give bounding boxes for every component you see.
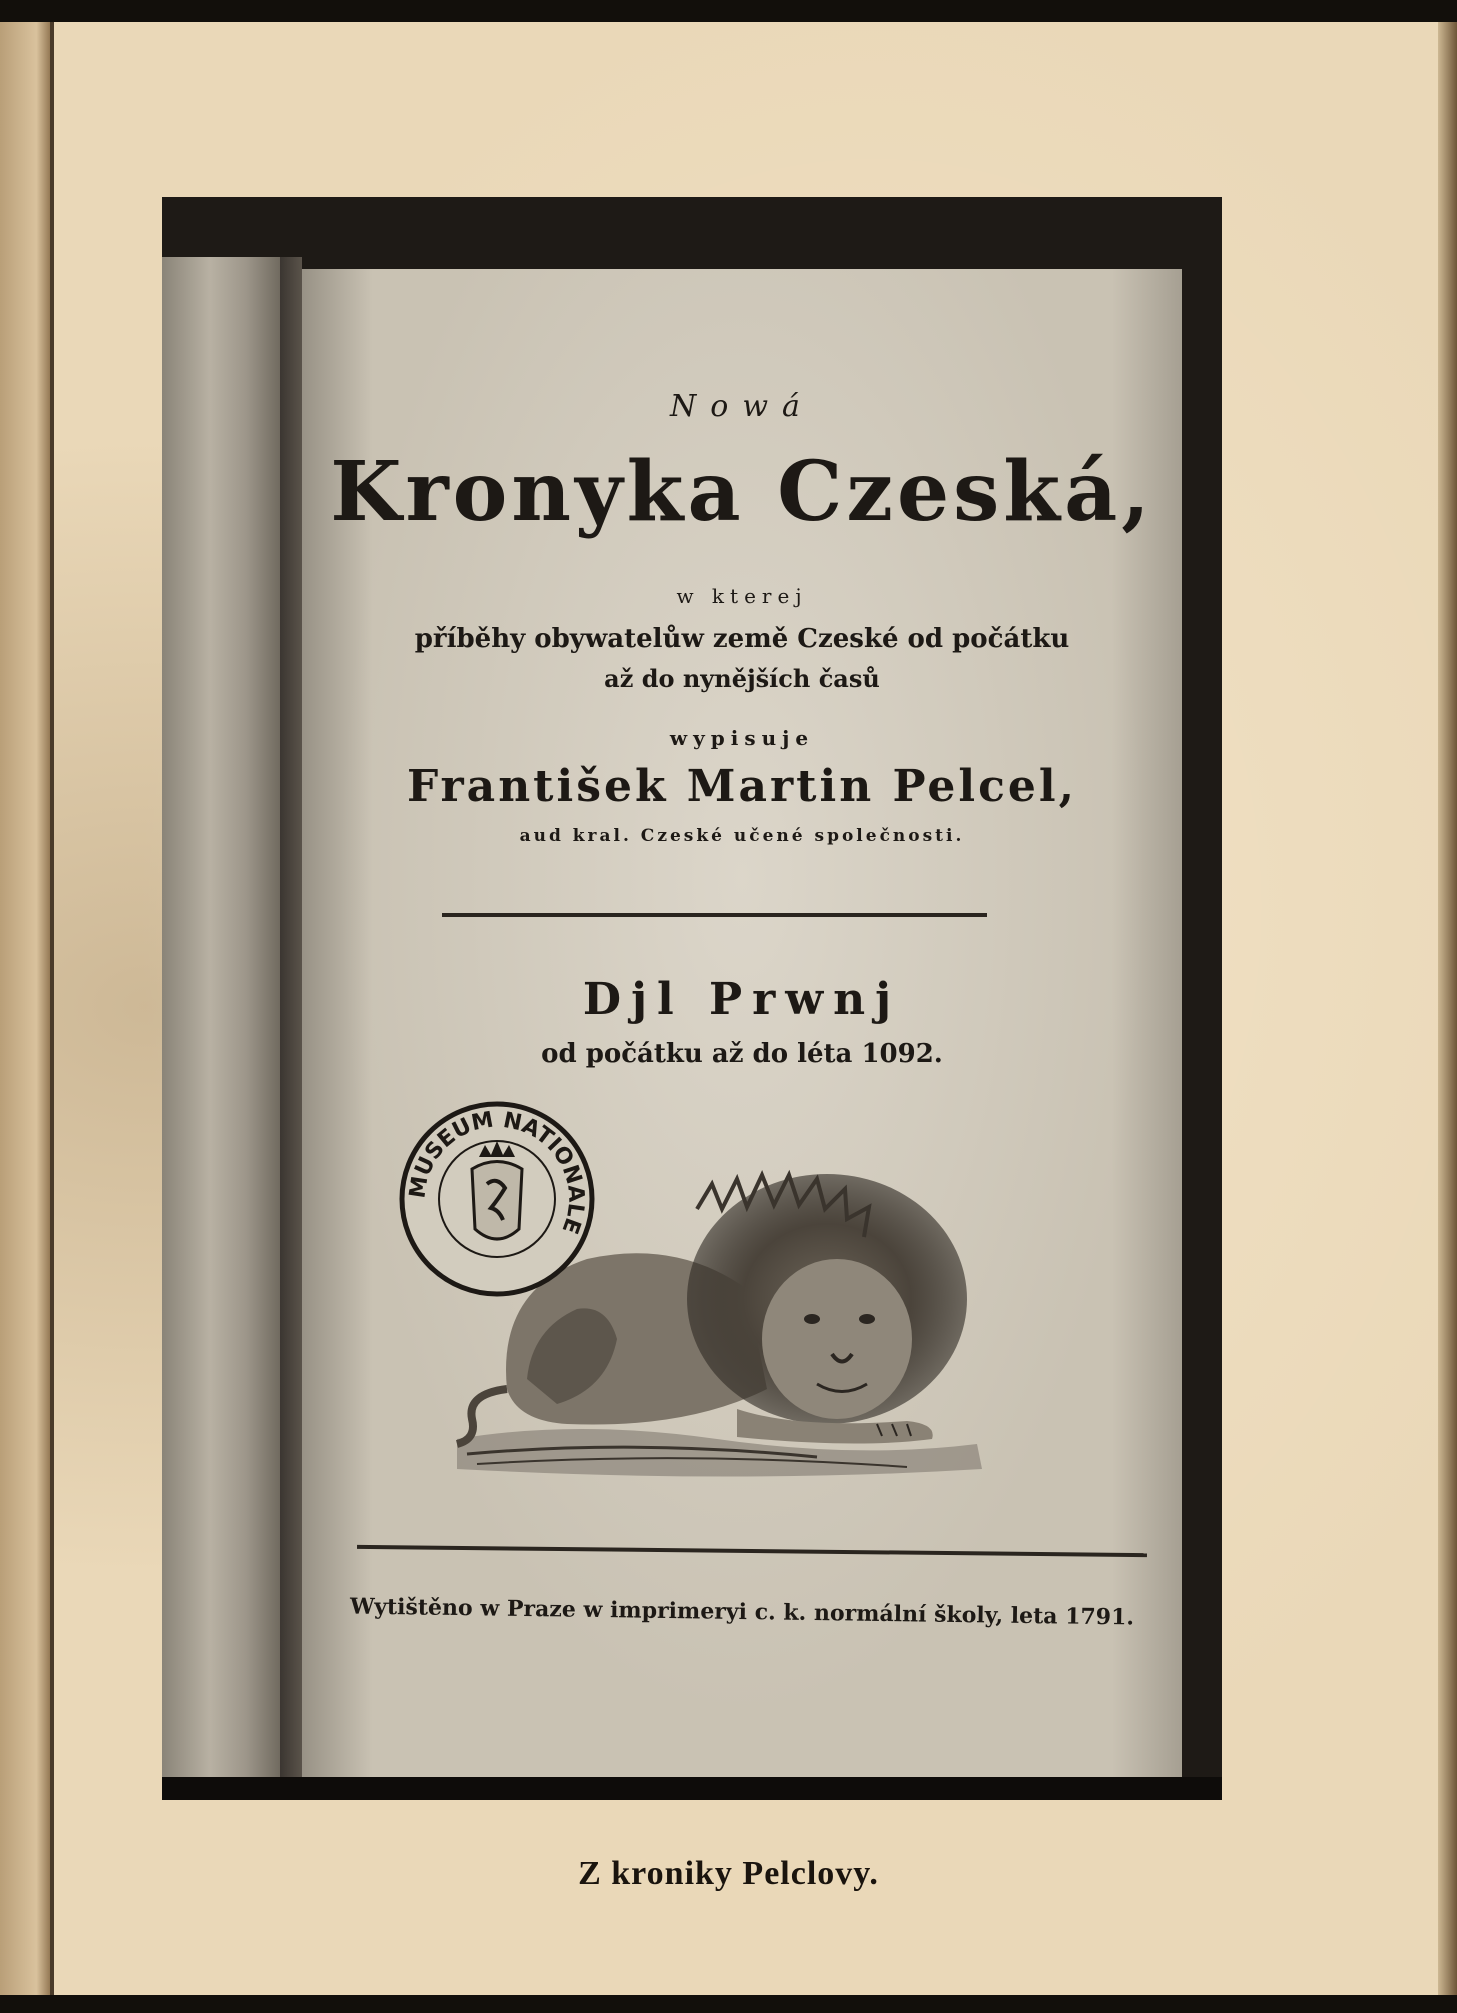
book-spine	[162, 257, 282, 1800]
spine-fold	[280, 257, 302, 1800]
binding-gutter	[50, 22, 54, 1995]
figure-caption: Z kroniky Pelclovy.	[578, 1855, 879, 1892]
volume-label: Djl Prwnj	[582, 974, 902, 1025]
right-page-edge	[1438, 22, 1457, 1995]
printer-imprint: Wytištěno w Praze w imprimeryi c. k. normální školy, leta 1791.	[349, 1593, 1135, 1631]
stamp-text: MUSEUM NATIONALE	[405, 1107, 589, 1237]
volume-range: od počátku až do léta 1092.	[541, 1039, 943, 1069]
author-intro: wypisuje	[669, 726, 815, 750]
left-facing-leaf	[0, 22, 52, 1995]
bottom-rule	[357, 1545, 1147, 1557]
title-word-nowa: Nowá	[670, 389, 814, 424]
divider-rule	[442, 913, 987, 917]
museum-stamp	[397, 1099, 597, 1299]
author-society: aud kral. Czeské učené společnosti.	[519, 826, 965, 846]
author-name: František Martin Pelcel,	[407, 761, 1077, 812]
chronicle-title-page	[302, 269, 1182, 1789]
top-page-edge	[0, 0, 1457, 22]
description-line-2: až do nynějších časů	[604, 664, 880, 693]
bottom-page-edge	[0, 1995, 1457, 2013]
title-connector: w kterej	[676, 584, 808, 608]
title-page-photograph	[162, 197, 1222, 1800]
photo-bottom-edge	[162, 1777, 1222, 1800]
main-title: Kronyka Czeská,	[330, 444, 1154, 540]
description-line-1: příběhy obywatelůw země Czeské od počátku	[414, 624, 1070, 654]
